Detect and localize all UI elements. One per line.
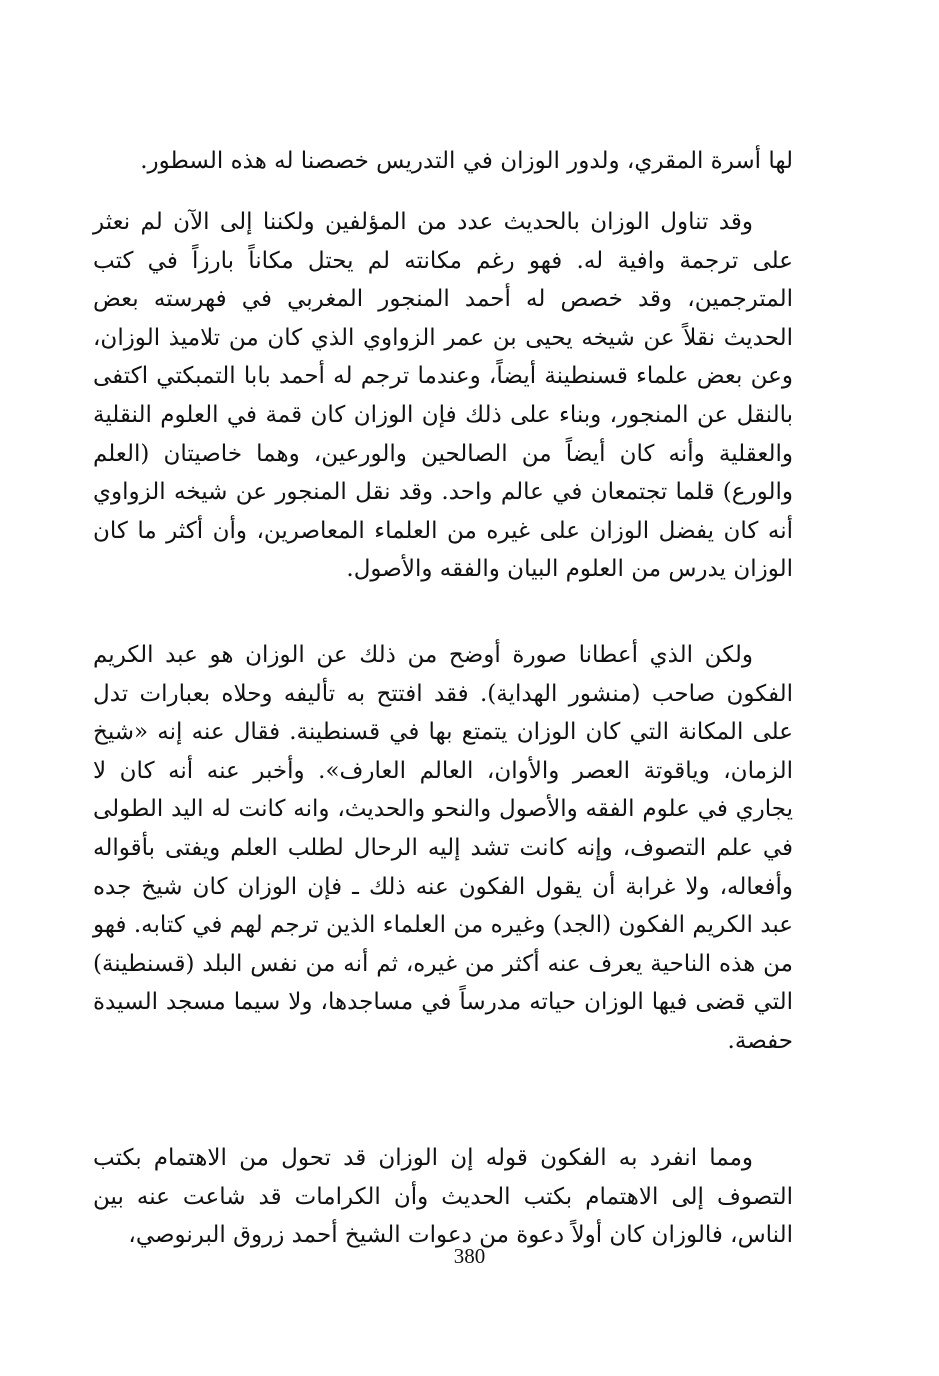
paragraph: وقد تناول الوزان بالحديث عدد من المؤلفين ولكننا إلى الآن لم نعثر على ترجمة وافية له. فهو رغم مكانته لم يحتل مكاناً بارزاً في كتب المترجمين، وقد خصص له أحمد المنجور المغربي في فهرسته بعض الحديث نقلاً عن شيخه يحيى بن عمر الزواوي الذي كان من تلاميذ الوزان، وعن بعض علماء قسنطينة أيضاً، وعندما ترجم له أحمد بابا التمبكتي اكتفى بالنقل عن المنجور، وبناء على ذلك فإن الوزان كان قمة في العلوم النقلية والعقلية وأنه كان أيضاً من الصالحين والورعين، وهما خاصيتان (العلم والورع) قلما تجتمعان في عالم واحد. وقد نقل المنجور عن شيخه الزواوي أنه كان يفضل الوزان على غيره من العلماء المعاصرين، وأن أكثر ما كان الوزان يدرس من العلوم البيان والفقه والأصول. (93, 209, 793, 583)
page-number: 380 (453, 1244, 486, 1268)
paragraph-continuation: لها أسرة المقري، ولدور الوزان في التدريس خصصنا له هذه السطور. (140, 148, 793, 174)
paragraph: ومما انفرد به الفكون قوله إن الوزان قد تحول من الاهتمام بكتب التصوف إلى الاهتمام بكتب الحديث وأن الكرامات قد شاعت عنه بين الناس، فالوزان كان أولاً دعوة من دعوات الشيخ أحمد زروق البرنوصي، (93, 1145, 793, 1249)
paragraph: ولكن الذي أعطانا صورة أوضح من ذلك عن الوزان هو عبد الكريم الفكون صاحب (منشور الهداية). فقد افتتح به تأليفه وحلاه بعبارات تدل على المكانة التي كان الوزان يتمتع بها في قسنطينة. فقال عنه إنه «شيخ الزمان، وياقوتة العصر والأوان، العالم العارف». وأخبر عنه أنه كان لا يجاري في علوم الفقه والأصول والنحو والحديث، وانه كانت له اليد الطولى في علم التصوف، وإنه كانت تشد إليه الرحال لطلب العلم ويفتى بأقواله وأفعاله، ولا غرابة أن يقول الفكون عنه ذلك ـ فإن الوزان كان شيخ جده عبد الكريم الفكون (الجد) وغيره من العلماء الذين ترجم لهم في كتابه. فهو من هذه الناحية يعرف عنه أكثر من غيره، ثم أنه من نفس البلد (قسنطينة) التي قضى فيها الوزان حياته مدرساً في مساجدها، ولا سيما مسجد السيدة حفصة. (93, 642, 793, 1054)
